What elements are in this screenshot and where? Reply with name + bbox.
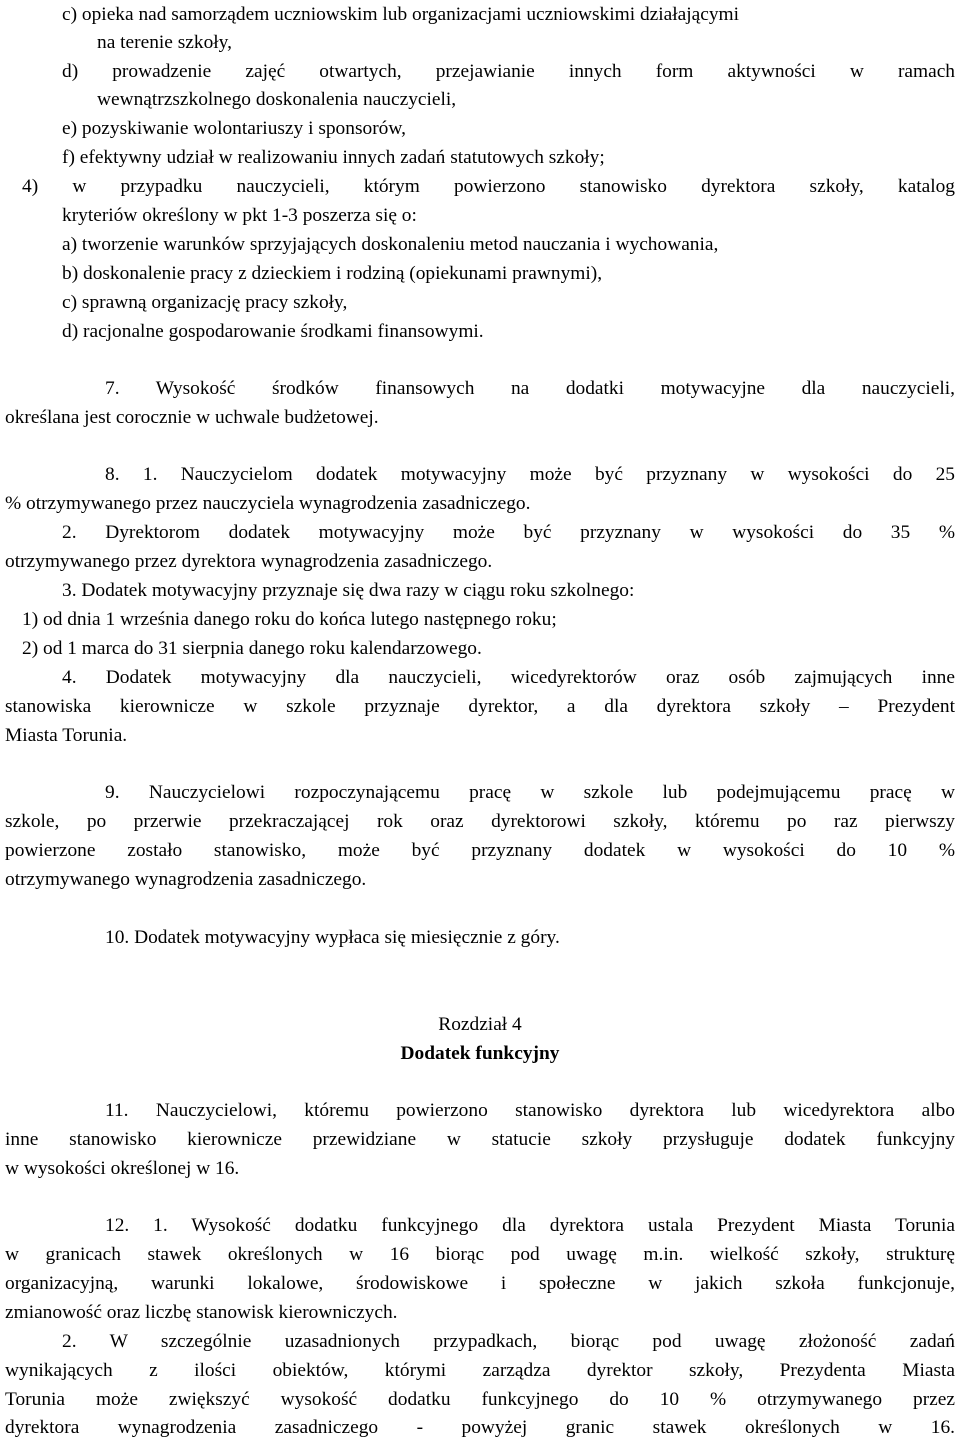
text-line: kryteriów określony w pkt 1-3 poszerza się o: xyxy=(62,205,417,226)
text-line: d) prowadzenie zajęć otwartych, przejawianie innych form aktywności w ramach xyxy=(62,61,955,82)
text-line: 3. Dodatek motywacyjny przyznaje się dwa razy w ciągu roku szkolnego: xyxy=(62,580,635,601)
text-line: wewnątrzszkolnego doskonalenia nauczycieli, xyxy=(97,89,457,110)
text-line: 4. Dodatek motywacyjny dla nauczycieli, wicedyrektorów oraz osób zajmujących inne xyxy=(62,667,955,688)
text-line: w wysokości określonej w 16. xyxy=(5,1158,240,1179)
section-9-line: 9. Nauczycielowi rozpoczynającemu pracę w szkole lub podejmującemu pracę w xyxy=(105,782,955,803)
text-line: zmianowość oraz liczbę stanowisk kierowniczych. xyxy=(5,1302,398,1323)
text-line: a) tworzenie warunków sprzyjających doskonaleniu metod nauczania i wychowania, xyxy=(62,234,719,255)
text-line: stanowiska kierownicze w szkole przyznaje dyrektor, a dla dyrektora szkoły – Prezydent xyxy=(5,696,955,717)
section-12-line: 12. 1. Wysokość dodatku funkcyjnego dla dyrektora ustala Prezydent Miasta Torunia xyxy=(105,1215,955,1236)
text-line: 2. W szczególnie uzasadnionych przypadkach, biorąc pod uwagę złożoność zadań xyxy=(62,1331,955,1352)
text-line: Miasta Torunia. xyxy=(5,725,128,746)
section-8-line: 8. 1. Nauczycielom dodatek motywacyjny może być przyznany w wysokości do 25 xyxy=(105,464,955,485)
text-line: Torunia może zwiększyć wysokość dodatku funkcyjnego do 10 % otrzymywanego przez xyxy=(5,1389,955,1410)
section-11-line: 11. Nauczycielowi, któremu powierzono stanowisko dyrektora lub wicedyrektora albo xyxy=(105,1100,955,1121)
text-line: wynikających z ilości obiektów, którymi zarządza dyrektor szkoły, Prezydenta Miasta xyxy=(5,1360,955,1381)
text-line: 2. Dyrektorom dodatek motywacyjny może być przyznany w wysokości do 35 % xyxy=(62,522,955,543)
text-line: d) racjonalne gospodarowanie środkami finansowymi. xyxy=(62,321,484,342)
section-10-line: 10. Dodatek motywacyjny wypłaca się miesięcznie z góry. xyxy=(105,927,560,948)
section-7-line: 7. Wysokość środków finansowych na dodatki motywacyjne dla nauczycieli, xyxy=(105,378,955,399)
text-line: szkole, po przerwie przekraczającej rok oraz dyrektorowi szkoły, któremu po raz pierwszy xyxy=(5,811,955,832)
text-line: e) pozyskiwanie wolontariuszy i sponsorów, xyxy=(62,118,406,139)
text-line: b) doskonalenie pracy z dzieckiem i rodziną (opiekunami prawnymi), xyxy=(62,263,603,284)
text-line: dyrektora wynagrodzenia zasadniczego - powyżej granic stawek określonych w 16. xyxy=(5,1417,955,1438)
text-line: 1) od dnia 1 września danego roku do końca lutego następnego roku; xyxy=(22,609,557,630)
text-line: c) opieka nad samorządem uczniowskim lub organizacjami uczniowskimi działającymi xyxy=(62,4,740,25)
text-line: otrzymywanego wynagrodzenia zasadniczego. xyxy=(5,869,367,890)
text-line: na terenie szkoły, xyxy=(97,32,232,53)
text-line: organizacyjną, warunki lokalowe, środowiskowe i społeczne w jakich szkoła funkcjonuje, xyxy=(5,1273,955,1294)
chapter-number: Rozdział 4 xyxy=(438,1014,522,1035)
text-line: inne stanowisko kierownicze przewidziane w statucie szkoły przysługuje dodatek funkcyjny xyxy=(5,1129,955,1150)
text-line: f) efektywny udział w realizowaniu innych zadań statutowych szkoły; xyxy=(62,147,605,168)
text-line: określana jest corocznie w uchwale budżetowej. xyxy=(5,407,379,428)
text-line: otrzymywanego przez dyrektora wynagrodzenia zasadniczego. xyxy=(5,551,493,572)
text-line: % otrzymywanego przez nauczyciela wynagrodzenia zasadniczego. xyxy=(5,493,531,514)
text-line: w granicach stawek określonych w 16 biorąc pod uwagę m.in. wielkość szkoły, strukturę xyxy=(5,1244,955,1265)
text-line: 4) w przypadku nauczycieli, którym powierzono stanowisko dyrektora szkoły, katalog xyxy=(22,176,955,197)
text-line: c) sprawną organizację pracy szkoły, xyxy=(62,292,348,313)
text-line: 2) od 1 marca do 31 sierpnia danego roku kalendarzowego. xyxy=(22,638,482,659)
text-line: powierzone zostało stanowisko, może być przyznany dodatek w wysokości do 10 % xyxy=(5,840,955,861)
chapter-title: Dodatek funkcyjny xyxy=(400,1043,560,1064)
